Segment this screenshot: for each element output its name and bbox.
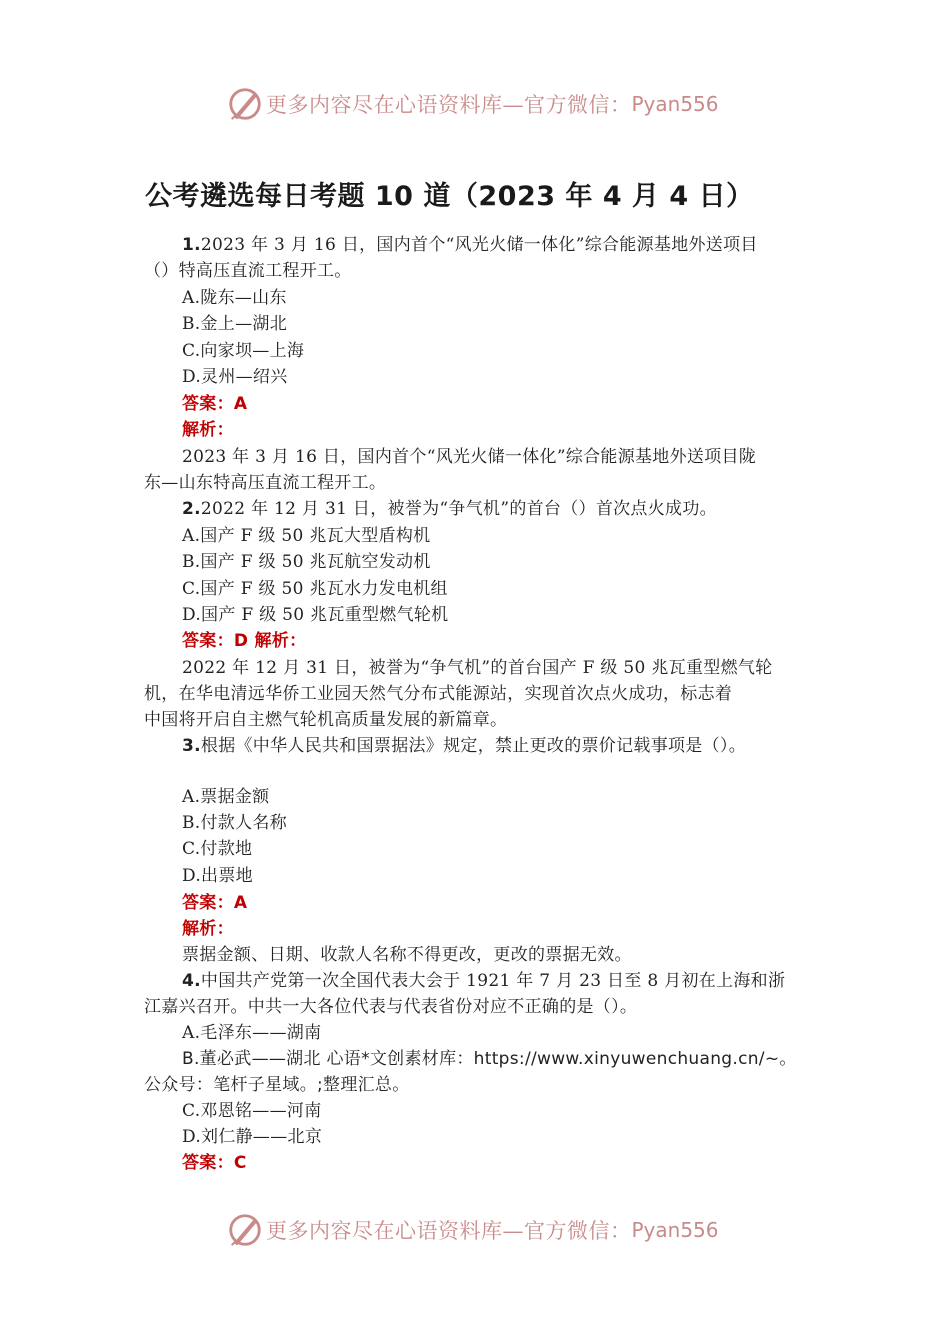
q3-option-c: C.付款地 [182, 839, 253, 859]
footer-banner [226, 1210, 746, 1250]
q2-stem-line1: 2.2022 年 12 月 31 日，被誉为“争气机”的首台（）首次点火成功。 [182, 499, 717, 519]
q1-analysis-line1: 2023 年 3 月 16 日，国内首个“风光火储一体化”综合能源基地外送项目陇 [182, 447, 757, 467]
q4-stem-line2: 江嘉兴召开。中共一大各位代表与代表省份对应不正确的是（）。 [144, 997, 638, 1017]
q4-answer: 答案：C [182, 1153, 247, 1173]
q4-option-a: A.毛泽东——湖南 [182, 1023, 322, 1043]
q4-option-d: D.刘仁静——北京 [182, 1127, 323, 1147]
q3-option-b: B.付款人名称 [182, 813, 287, 833]
q2-option-a: A.国产 F 级 50 兆瓦大型盾构机 [182, 526, 431, 546]
q1-stem-line1: 1.2023 年 3 月 16 日，国内首个“风光火储一体化”综合能源基地外送项目 [182, 235, 758, 255]
q4-option-b-line2: 公众号：笔杆子星域。;整理汇总。 [144, 1075, 410, 1095]
banner-wechat: Pyan556 [631, 1218, 719, 1242]
page-title: 公考遴选每日考题 10 道（2023 年 4 月 4 日） [145, 181, 754, 212]
q2-analysis-line2: 机，在华电清远华侨工业园天然气分布式能源站，实现首次点火成功，标志着 [144, 684, 733, 704]
header-banner [226, 84, 746, 124]
q2-answer: 答案：D 解析： [182, 631, 307, 651]
q4-stem-line1: 4.中国共产党第一次全国代表大会于 1921 年 7 月 23 日至 8 月初在上海和浙 [182, 971, 786, 991]
quill-logo-icon [226, 1211, 264, 1249]
q1-answer: 答案：A [182, 394, 248, 414]
q4-option-c: C.邓恩铭——河南 [182, 1101, 322, 1121]
banner-text: 更多内容尽在心语资料库—官方微信： [266, 1219, 632, 1243]
q3-analysis-label: 解析： [182, 919, 234, 939]
q1-analysis-label: 解析： [182, 420, 234, 440]
q1-option-c: C.向家坝—上海 [182, 341, 305, 361]
q1-option-a: A.陇东—山东 [182, 288, 287, 308]
q2-option-c: C.国产 F 级 50 兆瓦水力发电机组 [182, 579, 448, 599]
q1-option-b: B.金上—湖北 [182, 314, 287, 334]
banner-wechat: Pyan556 [631, 92, 719, 116]
q3-option-d: D.出票地 [182, 866, 253, 886]
q1-analysis-line2: 东—山东特高压直流工程开工。 [144, 473, 387, 493]
q1-stem-line2: （）特高压直流工程开工。 [144, 261, 352, 281]
q4-option-b: B.董必武——湖北 心语*文创素材库：https://www.xinyuwenchuang.cn/~。 [182, 1049, 797, 1069]
q3-stem-line1: 3.根据《中华人民共和国票据法》规定，禁止更改的票价记载事项是（）。 [182, 736, 746, 756]
q1-option-d: D.灵州—绍兴 [182, 367, 288, 387]
quill-logo-icon [226, 85, 264, 123]
q2-analysis-line1: 2022 年 12 月 31 日，被誉为“争气机”的首台国产 F 级 50 兆瓦重型燃气轮 [182, 658, 773, 678]
q2-option-d: D.国产 F 级 50 兆瓦重型燃气轮机 [182, 605, 449, 625]
banner-text: 更多内容尽在心语资料库—官方微信： [266, 93, 632, 117]
q2-analysis-line3: 中国将开启自主燃气轮机高质量发展的新篇章。 [144, 710, 508, 730]
q3-option-a: A.票据金额 [182, 787, 270, 807]
q3-answer: 答案：A [182, 893, 248, 913]
q3-analysis-line1: 票据金额、日期、收款人名称不得更改，更改的票据无效。 [182, 945, 632, 965]
q2-option-b: B.国产 F 级 50 兆瓦航空发动机 [182, 552, 431, 572]
